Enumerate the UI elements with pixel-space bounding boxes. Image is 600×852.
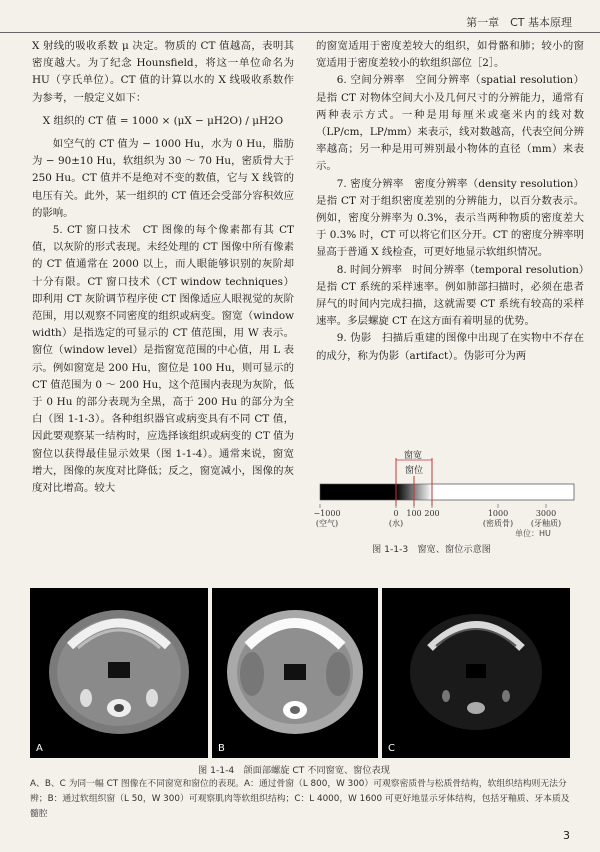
tick-label-minus-1000: −1000 (空气) (313, 509, 341, 528)
figure-unit-label: 单位：HU (515, 529, 551, 538)
running-header (0, 10, 600, 34)
label-window-width: 窗宽 (404, 451, 423, 461)
right-column (316, 38, 584, 365)
ct-image-soft-tissue-window (212, 588, 378, 758)
figure-window-diagram (313, 446, 580, 556)
ct-formula: X 组织的 CT 值 = 1000 × (μX − μH2O) / μH2O (42, 114, 284, 127)
tick-label-100: 100 (406, 509, 422, 518)
chapter-title: 第一章 CT 基本原理 (466, 16, 572, 29)
figure-1-1-3-caption: 图 1-1-3 窗宽、窗位示意图 (372, 544, 491, 555)
paragraph-ct-values: 如空气的 CT 值为 − 1000 Hu，水为 0 Hu，脂肪为 − 90±10 Hu，软组织为 30 ～ 70 Hu，密质骨大于 250 Hu。CT 值并不是绝对不变的数值，它与 X 线管的电压有关。此外，某一组织的 CT 值还会受部分容积效应的影响。 (32, 138, 294, 219)
ct-image-dental-window (382, 588, 570, 758)
paragraph-temporal-resolution: 8. 时间分辨率 时间分辨率（temporal resolution）是指 CT 系统的采样速率。例如肺部扫描时，必须在患者屏气的时间内完成扫描，这就需要 CT 系统有较高的采样速率。多层螺旋 CT 在这方面有着明显的优势。 (316, 263, 584, 328)
ct-image-bone-window (30, 588, 208, 758)
panel-label-b: B (218, 743, 225, 754)
paragraph-spatial-resolution: 6. 空间分辨率 空间分辨率（spatial resolution）是指 CT 对物体空间大小及几何尺寸的分辨能力，通常有两种表示方式。一种是用每厘米或毫米内的线对数（LP/cm，LP/mm）来表示，线对数越高，代表空间分辨率越高；另一种是用可辨别最小物体的直径（mm）来表示。 (316, 74, 584, 173)
figure-1-1-4-note: A、B、C 为同一幅 CT 图像在不同窗宽和窗位的表现。A：通过骨窗（L 800，W 300）可观察密质骨与松质骨结构，软组织结构则无法分辨；B：通过软组织窗（L 50，W 300）可观察肌肉等软组织结构；C：L 4000，W 1600 可更好地显示牙体结构，包括牙釉质、牙本质及髓腔 (30, 779, 570, 819)
panel-label-c: C (388, 743, 395, 754)
tick-label-1000: 1000 (密质骨) (482, 509, 514, 528)
paragraph-window-continued: 的窗宽适用于密度差较大的组织，如骨骼和肺；较小的窗宽适用于密度差较小的软组织部位［2］。 (316, 40, 584, 70)
tick-label-0: 0 (水) (388, 509, 404, 528)
header-rule (0, 32, 600, 33)
panel-label-a: A (36, 743, 43, 754)
label-window-level: 窗位 (405, 463, 423, 476)
tick-label-3000: 3000 (牙釉质) (530, 509, 562, 528)
page-number: 3 (563, 829, 570, 842)
paragraph-ct-definition: X 射线的吸收系数 μ 决定。物质的 CT 值越高，表明其密度越大。为了纪念 Hounsfield，将这一单位命名为 HU（亨氏单位）。CT 值的计算以水的 X 线吸收系数作为参考，一般定义如下： (32, 40, 294, 104)
paragraph-artifact: 9. 伪影 扫描后重建的图像中出现了在实物中不存在的成分，称为伪影（artifact）。伪影可分为两 (316, 332, 584, 362)
figure-1-1-4-caption: 图 1-1-4 颌面部螺旋 CT 不同窗宽、窗位表现 (198, 765, 390, 776)
tick-label-200: 200 (424, 509, 440, 518)
left-column (32, 38, 294, 497)
paragraph-density-resolution: 7. 密度分辨率 密度分辨率（density resolution）是指 CT 对于组织密度差别的分辨能力，以百分数表示。例如，密度分辨率为 0.3%，表示当两种物质的密度差大于 0.3% 时，CT 可以将它们区分开。CT 的密度分辨率明显高于普通 X 线检查，可更好地显示软组织情况。 (316, 177, 584, 259)
paragraph-window-technique: 5. CT 窗口技术 CT 图像的每个像素都有其 CT 值，以灰阶的形式表现。未经处理的 CT 图像中所有像素的 CT 值通常在 2000 以上，而人眼能够识别的灰阶却十分有限。CT 窗口技术（CT window techniques）即利用 CT 灰阶调节程序使 CT 图像适应人眼视觉的灰阶范围，用以观察不同密度的组织或病变。窗宽（window width）是指选定的可显示的 CT 值范围，用 W 表示。窗位（window level）是指窗宽范围的中心值，用 L 表示。例如窗宽是 200 Hu，窗位是 100 Hu，则可显示的 CT 值范围为 0 ～ 200 Hu，这个范围内表现为灰阶，低于 0 Hu 的部分表现为全黑，高于 200 Hu 的部分为全白（图 1-1-3）。各种组织器官或病变具有不同 CT 值，因此要观察某一结构时，应选择该组织或病变的 CT 值为窗位以获得最佳显示效果（图 1-1-4）。通常来说，窗宽增大，图像的灰度对比降低；反之，窗宽减小，图像的灰度对比增高。较大 (32, 224, 294, 495)
